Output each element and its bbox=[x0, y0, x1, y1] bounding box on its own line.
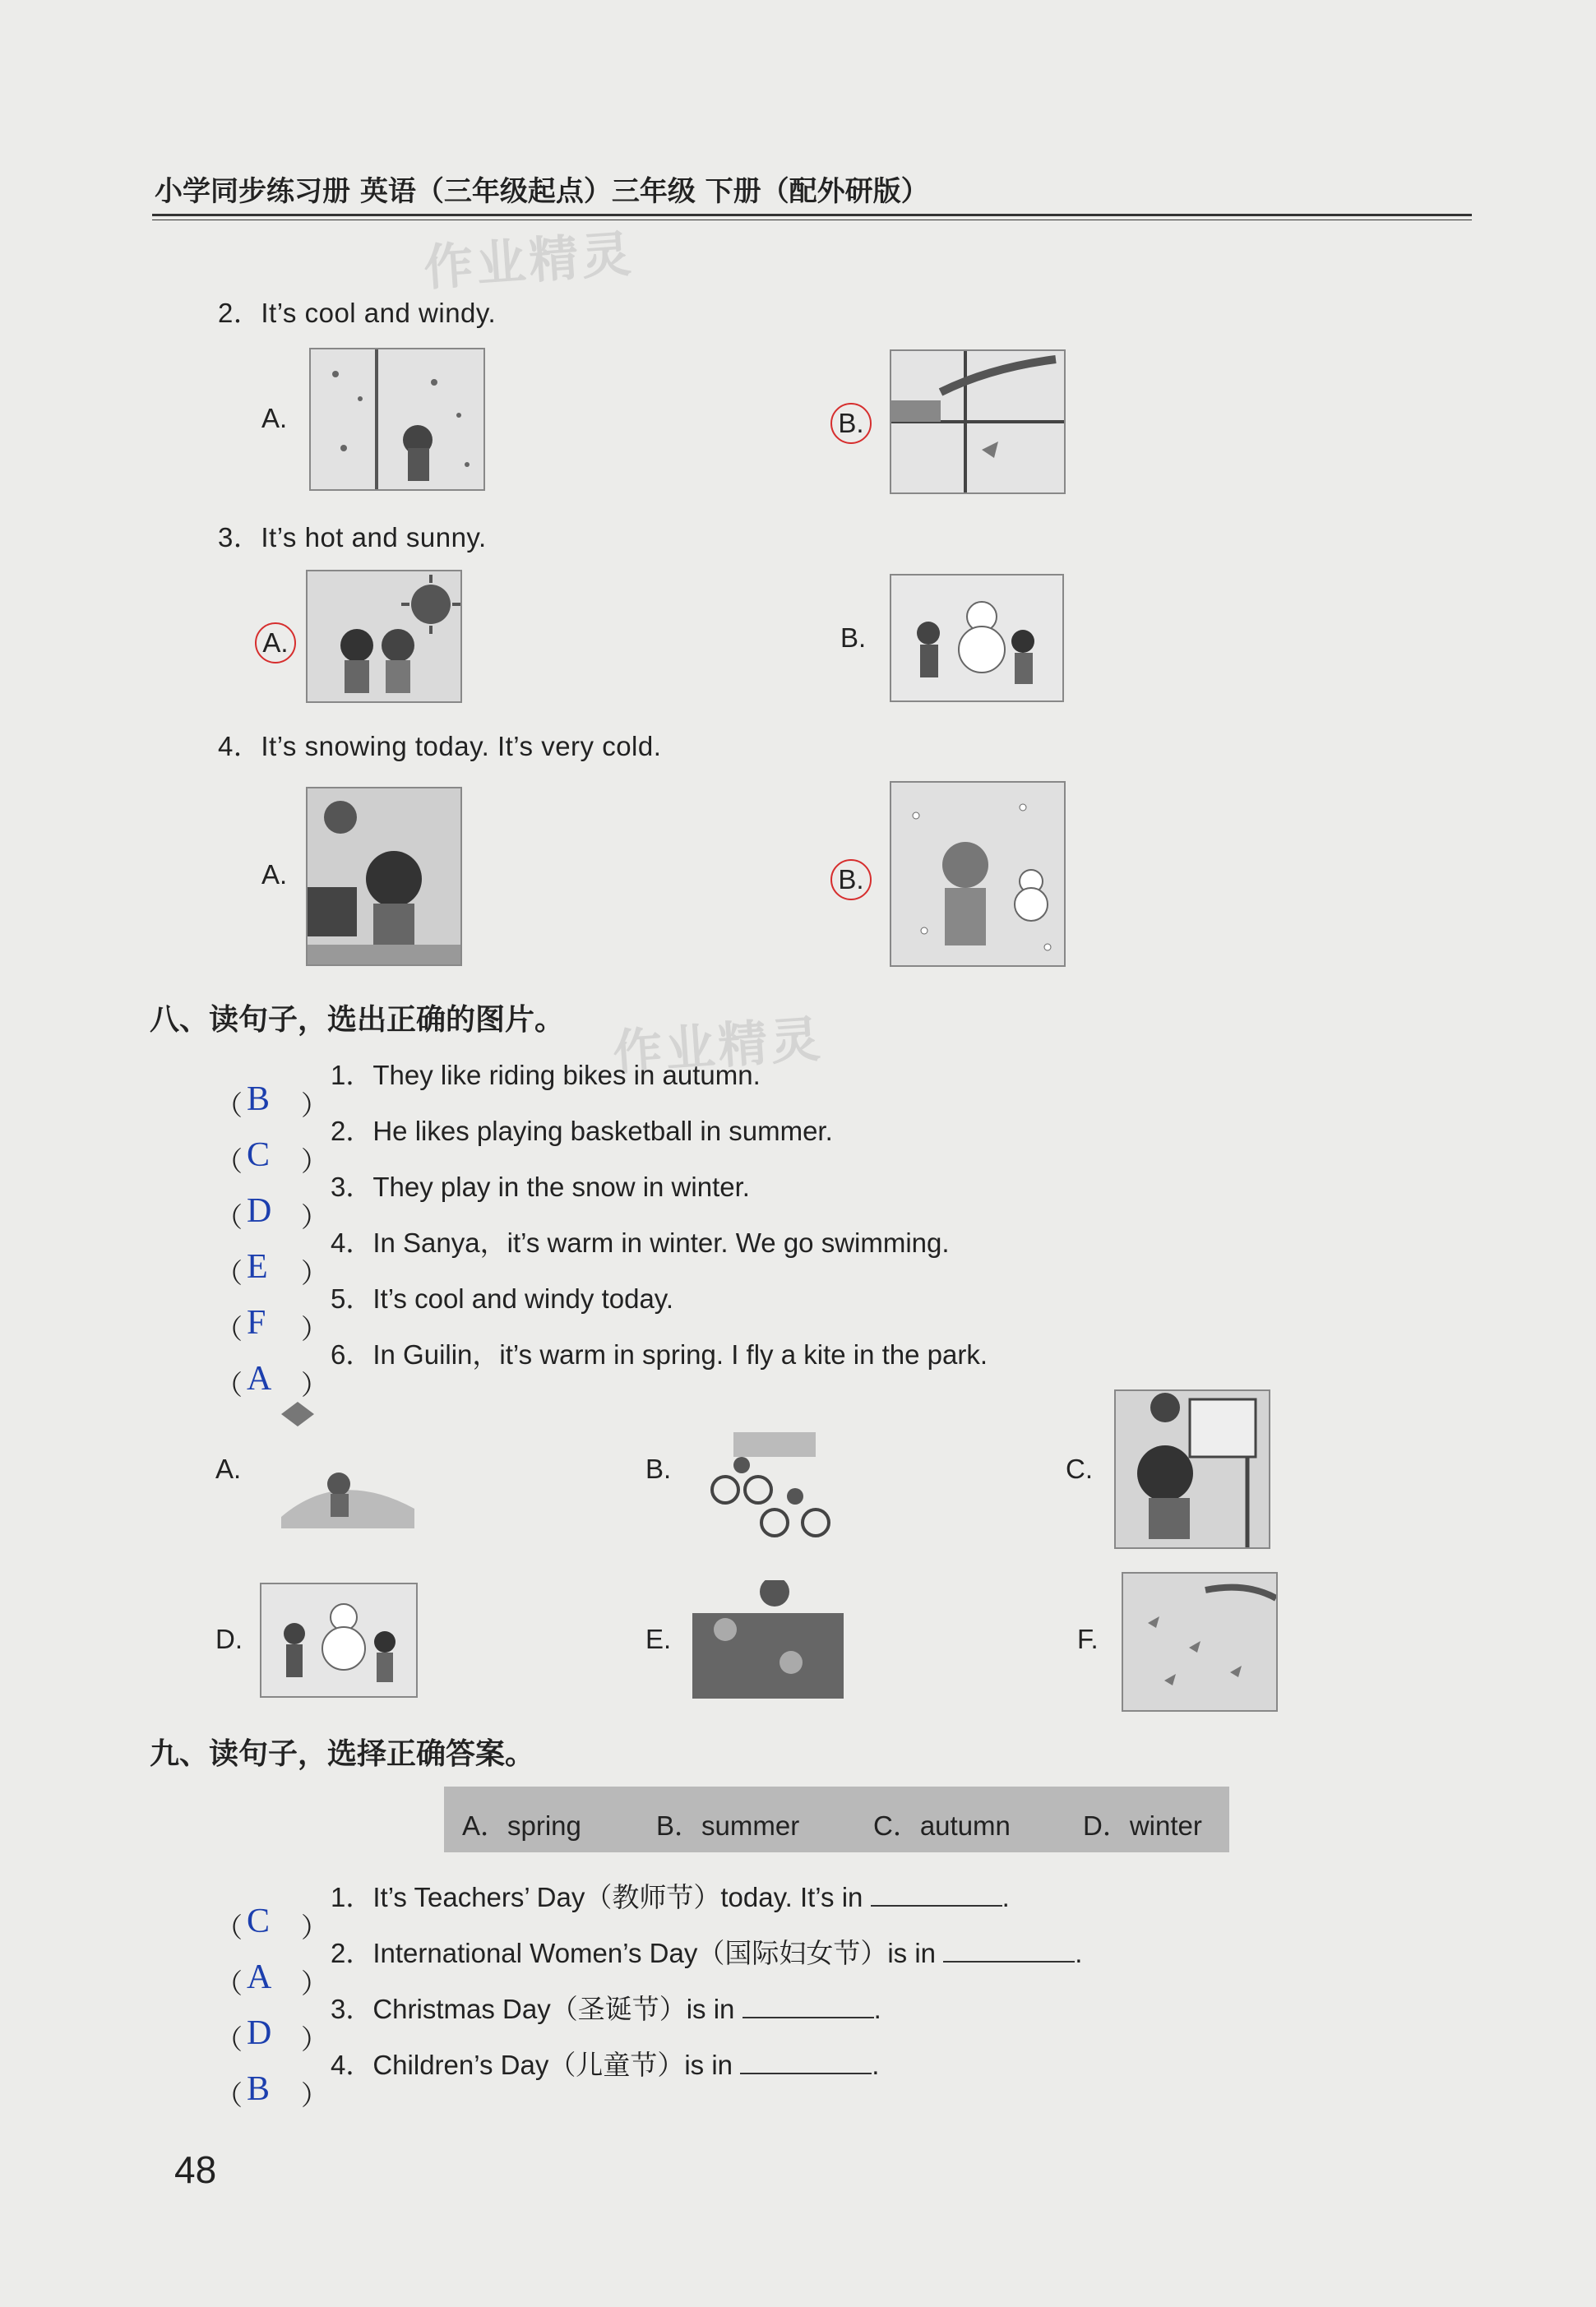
sentence-row: （ D ） 3．They play in the snow in winter. bbox=[215, 1172, 750, 1232]
picture-basketball bbox=[1114, 1389, 1270, 1549]
picture-label: B. bbox=[645, 1454, 672, 1484]
picture-hot-sunny bbox=[306, 570, 462, 703]
question-4: 4．It’s snowing today. It’s very cold. bbox=[218, 731, 662, 761]
choice-spring: A．spring bbox=[462, 1810, 581, 1841]
option-label: A. bbox=[261, 403, 288, 433]
blank-line bbox=[871, 1880, 1002, 1907]
picture-label: E. bbox=[645, 1624, 672, 1654]
fill-row: （ A ） 2．International Women’s Day（国际妇女节）is in . bbox=[215, 1938, 1083, 1999]
picture-hot-boy bbox=[306, 787, 462, 966]
question-2: 2．It’s cool and windy. bbox=[218, 298, 497, 328]
page-header: 小学同步练习册 英语（三年级起点）三年级 下册（配外研版） bbox=[155, 175, 929, 208]
option-label: B. bbox=[840, 622, 867, 653]
fill-row: （ B ） 4．Children’s Day（儿童节）is in . bbox=[215, 2050, 880, 2111]
blank-line bbox=[943, 1936, 1075, 1963]
picture-snowman bbox=[260, 1583, 418, 1698]
page-number: 48 bbox=[174, 2148, 217, 2191]
option-label: A. bbox=[261, 859, 288, 890]
section-8-title: 八、读句子，选出正确的图片。 bbox=[150, 1003, 565, 1037]
sentence-row: （ A ） 6．In Guilin，it’s warm in spring. I fly a kite in the park. bbox=[215, 1339, 988, 1400]
picture-label: F. bbox=[1077, 1624, 1099, 1654]
sentence-row: （ C ） 2．He likes playing basketball in summer. bbox=[215, 1116, 833, 1177]
picture-windy-branch bbox=[890, 349, 1066, 494]
option-label-circled: B. bbox=[837, 403, 872, 444]
question-3: 3．It’s hot and sunny. bbox=[218, 522, 487, 552]
choice-winter: D．winter bbox=[1083, 1810, 1202, 1841]
fill-row: （ C ） 1．It’s Teachers’ Day（教师节）today. It’s in . bbox=[215, 1882, 1010, 1943]
blank-line bbox=[740, 2048, 872, 2074]
picture-label: D. bbox=[215, 1624, 243, 1654]
choice-summer: B．summer bbox=[656, 1810, 800, 1841]
option-label-circled: B. bbox=[837, 859, 872, 900]
fill-row: （ D ） 3．Christmas Day（圣诞节）is in . bbox=[215, 1994, 881, 2055]
choice-autumn: C．autumn bbox=[873, 1810, 1011, 1841]
picture-label: C. bbox=[1066, 1454, 1093, 1484]
blank-line bbox=[742, 1992, 874, 2018]
watermark: 作业精灵 bbox=[611, 1010, 826, 1083]
picture-winter-snow-window bbox=[309, 348, 485, 491]
picture-label: A. bbox=[215, 1454, 242, 1484]
sentence-row: （ E ） 4．In Sanya，it’s warm in winter. We go swimming. bbox=[215, 1227, 950, 1288]
picture-snowing-boy bbox=[890, 781, 1066, 967]
section-9-title: 九、读句子，选择正确答案。 bbox=[150, 1737, 535, 1771]
sentence-row: （ F ） 5．It’s cool and windy today. bbox=[215, 1283, 674, 1344]
option-label-circled: A. bbox=[261, 622, 296, 663]
picture-windy-leaves bbox=[1122, 1572, 1278, 1712]
header-rule bbox=[152, 214, 1472, 216]
picture-snowman-children bbox=[890, 574, 1064, 702]
picture-riding-bikes bbox=[692, 1399, 849, 1537]
picture-spring-kite bbox=[265, 1394, 414, 1528]
word-bank bbox=[444, 1787, 1229, 1852]
picture-swimming bbox=[692, 1580, 844, 1699]
watermark: 作业精灵 bbox=[422, 225, 636, 298]
sentence-row: （ B ） 1．They like riding bikes in autumn. bbox=[215, 1060, 761, 1121]
